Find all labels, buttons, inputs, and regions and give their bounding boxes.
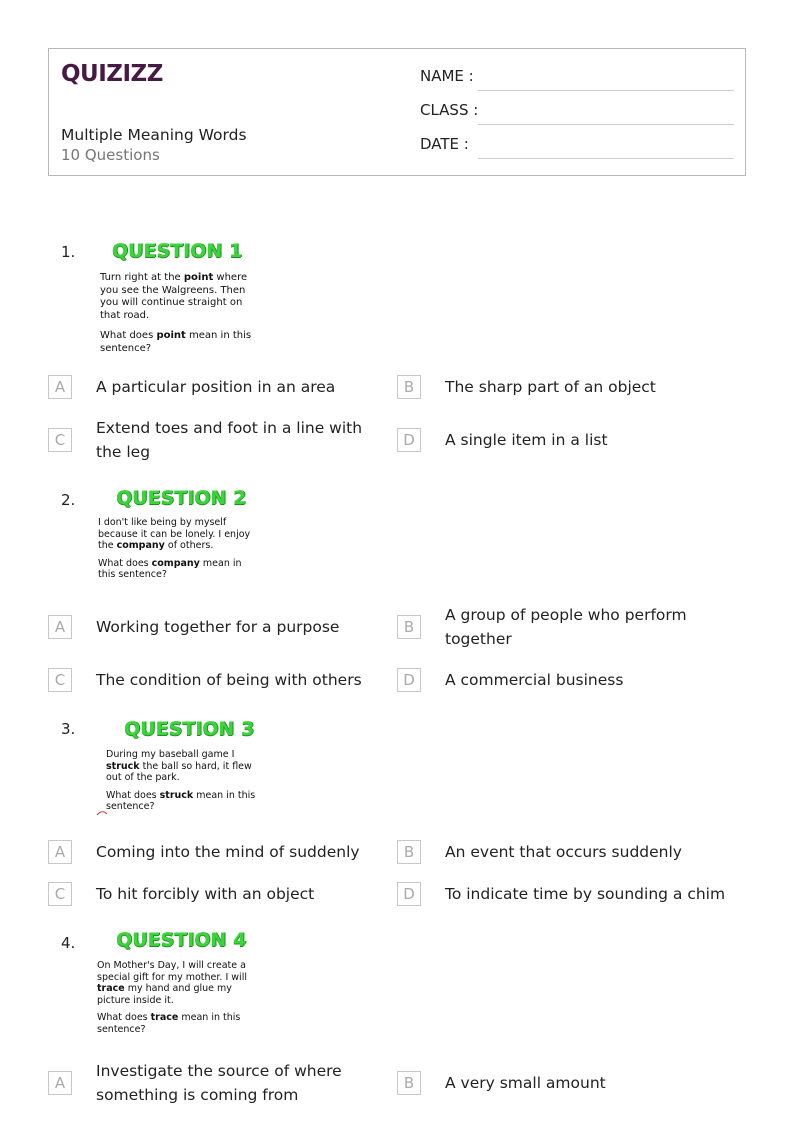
option-text: Investigate the source of where something is coming from [96, 1062, 342, 1104]
class-field[interactable] [420, 101, 734, 125]
answer-option[interactable] [397, 668, 727, 692]
option-letter-box[interactable]: C [48, 668, 72, 692]
option-text: An event that occurs suddenly [445, 843, 682, 861]
worksheet-header [48, 48, 746, 176]
name-label: NAME : [420, 67, 474, 85]
question-image-heading: QUESTION 2 [116, 487, 247, 509]
answer-option[interactable] [48, 840, 378, 864]
answer-option[interactable] [48, 1059, 378, 1107]
name-line[interactable] [478, 90, 734, 91]
option-text: Working together for a purpose [96, 618, 340, 636]
option-text: A commercial business [445, 671, 624, 689]
class-line[interactable] [478, 124, 734, 125]
quizizz-logo: QUIZIZZ [61, 61, 163, 87]
answer-option[interactable] [397, 603, 727, 651]
option-letter-box[interactable]: A [48, 375, 72, 399]
option-text: Extend toes and foot in a line with the leg [96, 419, 363, 461]
option-text: A particular position in an area [96, 378, 336, 396]
answer-option[interactable] [397, 1071, 727, 1095]
question-image-heading: QUESTION 4 [116, 929, 247, 951]
option-text: Coming into the mind of suddenly [96, 843, 360, 861]
question-image-text: I don't like being by myself because it can be lonely. I enjoy the company of others. What does company mean in this sentence? [98, 517, 251, 580]
class-label: CLASS : [420, 101, 479, 119]
option-letter-box[interactable]: A [48, 1071, 72, 1095]
question-image [96, 718, 258, 816]
option-letter-box[interactable]: D [397, 428, 421, 452]
date-label: DATE : [420, 135, 469, 153]
answer-option[interactable] [48, 615, 378, 639]
answer-option[interactable] [48, 416, 378, 464]
date-line[interactable] [478, 158, 734, 159]
question-image [96, 929, 258, 1035]
option-letter-box[interactable]: C [48, 882, 72, 906]
option-letter-box[interactable]: D [397, 882, 421, 906]
question-image-heading: QUESTION 1 [111, 240, 243, 262]
answer-option[interactable] [48, 668, 378, 692]
option-letter-box[interactable]: A [48, 615, 72, 639]
question-count: 10 Questions [61, 146, 160, 164]
answer-option[interactable] [48, 882, 378, 906]
answer-option[interactable] [397, 882, 737, 906]
question-number: 2. [61, 491, 76, 509]
question-image-text: On Mother's Day, I will create a special gift for my mother. I will trace my hand and glue my picture inside it. What does trace mean in this sentence? [97, 960, 247, 1035]
answer-option[interactable] [397, 840, 737, 864]
date-field[interactable] [420, 135, 734, 159]
option-letter-box[interactable]: B [397, 1071, 421, 1095]
answer-option[interactable] [397, 428, 727, 452]
question-number: 1. [61, 243, 76, 261]
option-letter-box[interactable]: A [48, 840, 72, 864]
option-text: The condition of being with others [96, 671, 362, 689]
question-image-text: Turn right at the point where you see the Walgreens. Then you will continue straight on that road. What does point mean in this sentence? [100, 272, 252, 354]
answer-option[interactable] [48, 375, 378, 399]
question-image-text: During my baseball game I struck the ball so hard, it flew out of the park. What does struck mean in this sentence? [106, 749, 256, 812]
question-number: 4. [61, 934, 76, 952]
question-image [96, 487, 258, 581]
name-field[interactable] [420, 67, 734, 91]
option-text: To indicate time by sounding a chim [445, 885, 726, 903]
option-text: The sharp part of an object [445, 378, 656, 396]
option-letter-box[interactable]: B [397, 615, 421, 639]
option-text: A group of people who perform together [445, 606, 687, 648]
question-image-heading: QUESTION 3 [124, 718, 255, 740]
option-text: To hit forcibly with an object [96, 885, 315, 903]
question-number: 3. [61, 720, 76, 738]
option-letter-box[interactable]: D [397, 668, 421, 692]
option-letter-box[interactable]: C [48, 428, 72, 452]
question-image [96, 240, 258, 352]
option-letter-box[interactable]: B [397, 375, 421, 399]
answer-option[interactable] [397, 375, 727, 399]
option-text: A single item in a list [445, 431, 608, 449]
option-letter-box[interactable]: B [397, 840, 421, 864]
option-text: A very small amount [445, 1074, 606, 1092]
worksheet-title: Multiple Meaning Words [61, 126, 247, 144]
red-mark-icon [96, 810, 108, 816]
